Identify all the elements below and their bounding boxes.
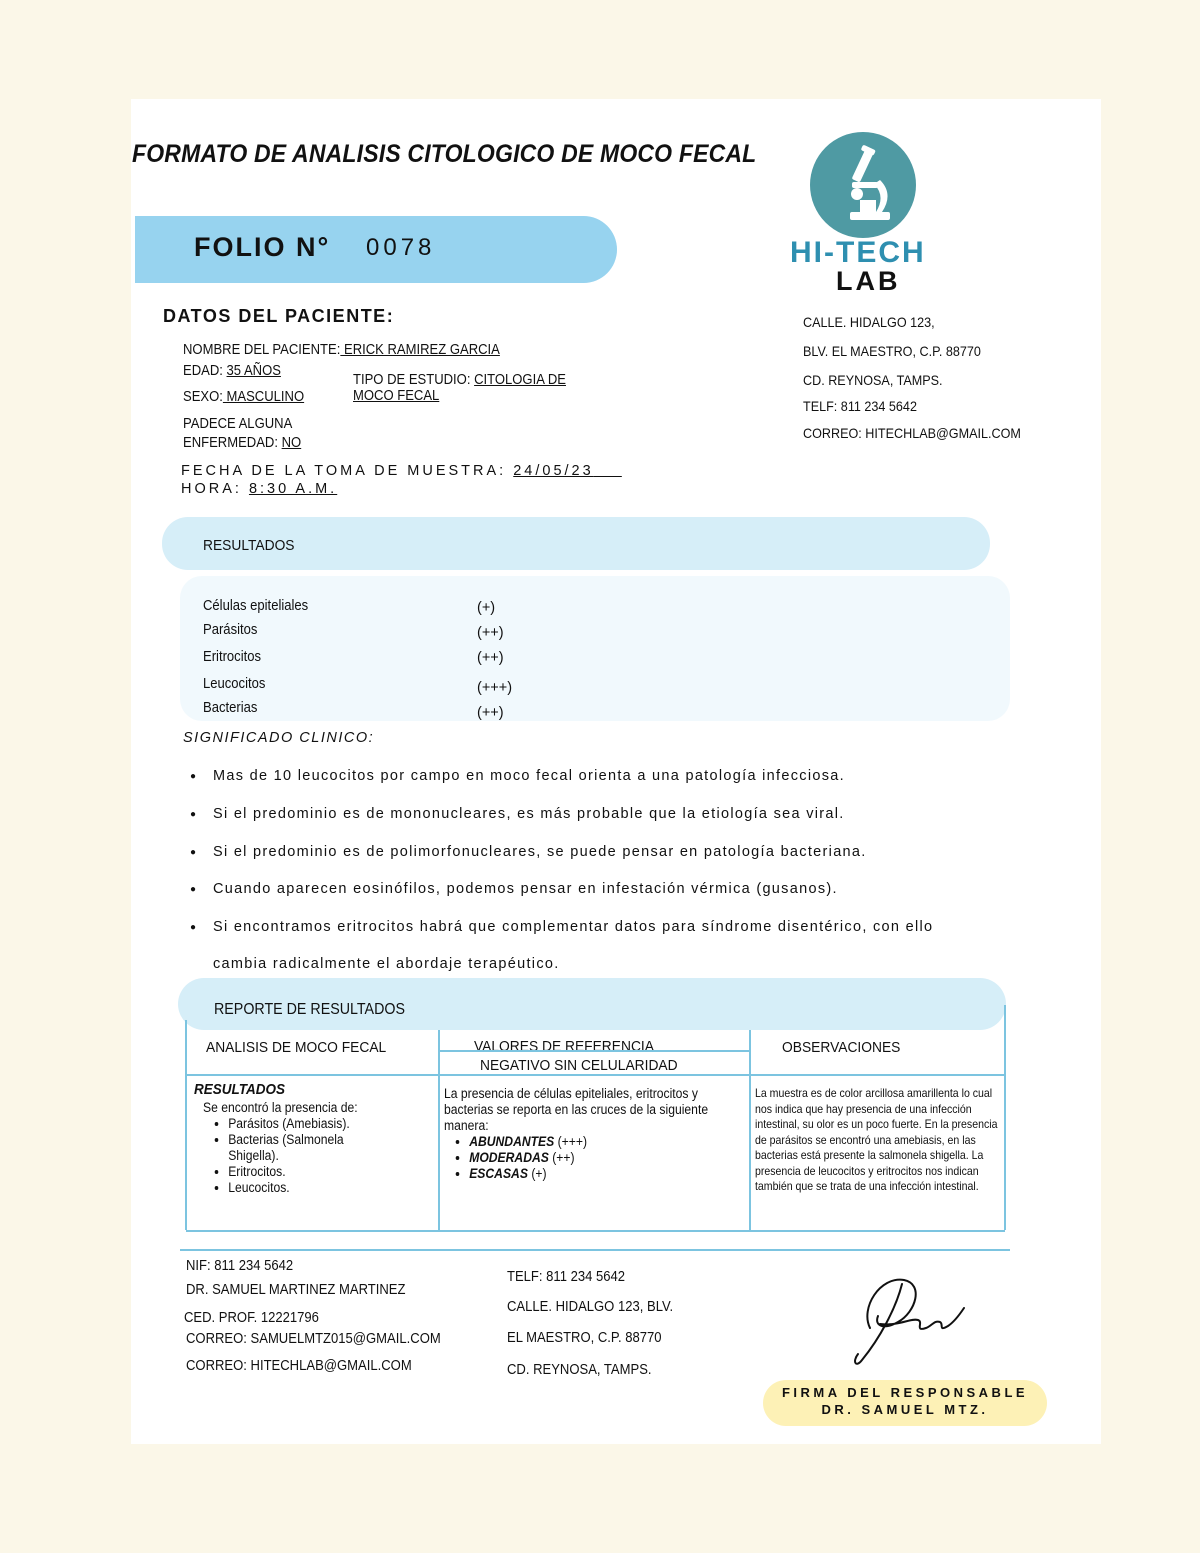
result-value: (++) xyxy=(477,705,504,721)
reference-value: (+++) xyxy=(557,1134,588,1149)
logo-text-lab: LAB xyxy=(836,266,901,296)
col-header-reference-sub: NEGATIVO SIN CELULARIDAD xyxy=(480,1057,678,1074)
patient-sex xyxy=(183,389,304,405)
observations-cell: La muestra es de color arcillosa amarillenta lo cual nos indica que hay presencia de una infección intestinal, su olor es un poco fuerte. En la presencia de parásitos se encontró una amebiasis, en las bacterias está presente la salmonela shigella. La presencia de leucocitos y eritrocitos nos indican también que se trata de una infección intestinal. xyxy=(755,1086,998,1193)
footer-email-lab: CORREO: HITECHLAB@GMAIL.COM xyxy=(186,1358,412,1374)
document-title: FORMATO DE ANALISIS CITOLOGICO DE MOCO FECAL xyxy=(132,140,757,168)
lab-address-line: CALLE. HIDALGO 123, xyxy=(803,314,935,330)
table-border xyxy=(438,1030,440,1230)
sample-time-label: HORA: xyxy=(181,481,242,497)
patient-sex-value: MASCULINO xyxy=(222,389,305,405)
clinical-bullet xyxy=(190,768,845,784)
folio-number: 0078 xyxy=(366,234,436,261)
reference-term: ESCASAS xyxy=(469,1166,528,1181)
study-type-label: TIPO DE ESTUDIO: xyxy=(353,372,471,388)
result-name: Células epiteliales xyxy=(203,598,309,614)
sample-date xyxy=(181,463,622,479)
reference-cell xyxy=(444,1086,741,1182)
clinical-bullet-continuation: cambia radicalmente el abordaje terapéutico. xyxy=(213,956,560,972)
patient-age-label: EDAD: xyxy=(183,363,223,379)
clinical-bullet-text: Si el predominio es de mononucleares, es más probable que la etiología sea viral. xyxy=(213,806,845,822)
footer-nif: NIF: 811 234 5642 xyxy=(186,1258,294,1274)
reference-item xyxy=(469,1166,741,1182)
reference-term: ABUNDANTES xyxy=(469,1134,555,1149)
reference-item xyxy=(469,1134,741,1150)
signature-label: FIRMA DEL RESPONSABLE xyxy=(781,1385,1029,1400)
results-heading: RESULTADOS xyxy=(203,537,295,554)
analysis-cell xyxy=(194,1082,410,1196)
clinical-heading: SIGNIFICADO CLINICO: xyxy=(183,730,375,746)
clinical-bullet xyxy=(190,881,838,897)
table-border xyxy=(185,1020,187,1230)
clinical-bullet-text: Si encontramos eritrocitos habrá que complementar datos para síndrome disentérico, con ello xyxy=(213,919,934,935)
disease-field xyxy=(183,435,301,451)
sample-date-value: 24/05/23 xyxy=(513,463,594,479)
lab-address-line: CD. REYNOSA, TAMPS. xyxy=(803,372,943,388)
signature-name: DR. SAMUEL MTZ. xyxy=(821,1402,989,1417)
footer-address: EL MAESTRO, C.P. 88770 xyxy=(507,1330,662,1346)
lab-phone: TELF: 811 234 5642 xyxy=(803,398,917,414)
disease-label-2: ENFERMEDAD: xyxy=(183,435,278,451)
table-border xyxy=(749,1030,751,1230)
reference-value: (+) xyxy=(531,1166,547,1181)
result-name: Bacterias xyxy=(203,700,258,716)
analysis-item: • Leucocitos. xyxy=(228,1180,410,1196)
report-heading: REPORTE DE RESULTADOS xyxy=(214,1001,405,1018)
sample-time xyxy=(181,481,337,497)
reference-term: MODERADAS xyxy=(469,1150,549,1165)
result-name: Leucocitos xyxy=(203,676,266,692)
sample-time-value: 8:30 A.M. xyxy=(248,481,338,497)
study-type-value: CITOLOGIA DE xyxy=(474,372,566,388)
lab-logo xyxy=(810,132,916,238)
result-value: (++) xyxy=(477,650,504,666)
disease-label: PADECE ALGUNA xyxy=(183,416,293,432)
col-header-reference: VALORES DE REFERENCIA xyxy=(474,1038,654,1050)
patient-name-label: NOMBRE DEL PACIENTE: xyxy=(183,342,341,358)
logo-text-hitech: HI-TECH xyxy=(790,236,926,269)
analysis-cell-intro: Se encontró la presencia de: xyxy=(203,1100,358,1115)
footer-phone: TELF: 811 234 5642 xyxy=(507,1269,626,1285)
result-name: Eritrocitos xyxy=(203,649,262,665)
col-header-analysis: ANALISIS DE MOCO FECAL xyxy=(206,1039,387,1056)
disease-value: NO xyxy=(281,435,302,451)
study-type xyxy=(353,372,566,388)
patient-age xyxy=(183,363,281,379)
patient-heading: DATOS DEL PACIENTE: xyxy=(163,306,395,326)
lab-address-line: BLV. EL MAESTRO, C.P. 88770 xyxy=(803,343,981,359)
analysis-item: • Eritrocitos. xyxy=(228,1164,410,1180)
clinical-bullet xyxy=(190,844,867,860)
clinical-bullet-text: Mas de 10 leucocitos por campo en moco fecal orienta a una patología infecciosa. xyxy=(213,768,845,784)
result-value: (++) xyxy=(477,625,504,641)
clinical-bullet-text: Cuando aparecen eosinófilos, podemos pensar en infestación vérmica (gusanos). xyxy=(213,881,838,897)
patient-age-value: 35 AÑOS xyxy=(226,363,281,379)
table-border xyxy=(186,1230,1005,1232)
result-name: Parásitos xyxy=(203,622,258,638)
microscope-icon xyxy=(810,132,916,238)
table-border xyxy=(186,1074,1005,1076)
footer-email-doctor: CORREO: SAMUELMTZ015@GMAIL.COM xyxy=(186,1331,441,1347)
patient-name-value: ERICK RAMIREZ GARCIA xyxy=(340,342,500,358)
folio-label: FOLIO N° xyxy=(194,232,331,262)
analysis-item: • Parásitos (Amebiasis). xyxy=(228,1116,410,1132)
lab-email: CORREO: HITECHLAB@GMAIL.COM xyxy=(803,425,1021,441)
result-value: (+) xyxy=(477,600,496,616)
signature-image xyxy=(840,1268,980,1372)
reference-value: (++) xyxy=(552,1150,575,1165)
footer-ced: CED. PROF. 12221796 xyxy=(184,1310,319,1326)
analysis-item: • Bacterias (Salmonela Shigella). xyxy=(228,1132,363,1164)
clinical-bullet xyxy=(190,919,933,935)
col-header-observations: OBSERVACIONES xyxy=(782,1039,901,1056)
reference-item xyxy=(469,1150,741,1166)
footer-address: CD. REYNOSA, TAMPS. xyxy=(507,1362,652,1378)
clinical-bullet xyxy=(190,806,845,822)
footer-divider xyxy=(180,1249,1010,1251)
patient-sex-label: SEXO: xyxy=(183,389,223,405)
clinical-bullet-text: Si el predominio es de polimorfonucleares, se puede pensar en patología bacteriana. xyxy=(213,844,867,860)
footer-address: CALLE. HIDALGO 123, BLV. xyxy=(507,1299,674,1315)
analysis-cell-title: RESULTADOS xyxy=(194,1081,286,1098)
patient-name xyxy=(183,342,500,358)
reference-intro: La presencia de células epiteliales, eritrocitos y bacterias se reporta en las cruces de la siguiente manera: xyxy=(444,1086,709,1133)
footer-doctor: DR. SAMUEL MARTINEZ MARTINEZ xyxy=(186,1282,406,1298)
sample-date-label: FECHA DE LA TOMA DE MUESTRA: xyxy=(181,463,507,479)
result-value: (+++) xyxy=(477,680,513,696)
table-border xyxy=(439,1050,749,1052)
study-type-value-2: MOCO FECAL xyxy=(353,388,440,404)
